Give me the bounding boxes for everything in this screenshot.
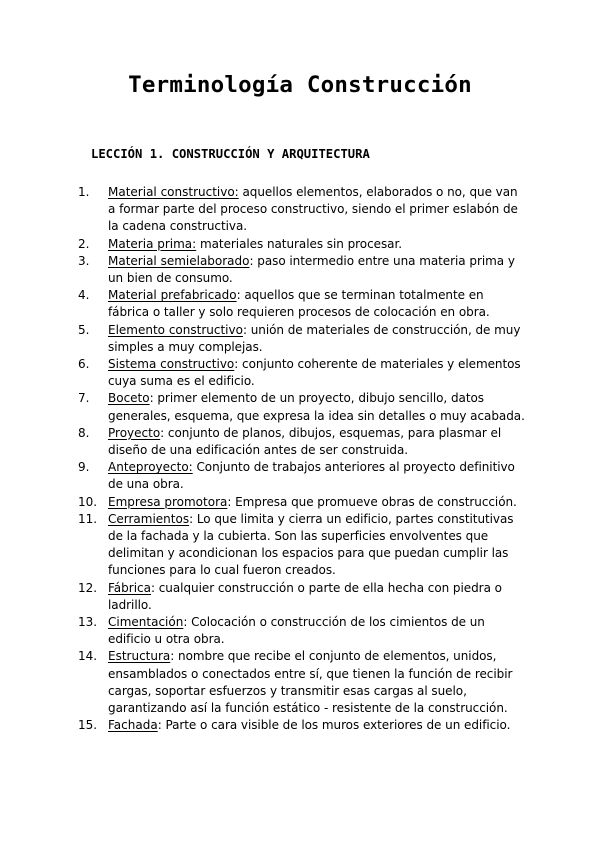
item-term: Material semielaborado	[108, 253, 250, 268]
item-number: 1.	[78, 185, 90, 199]
item-number: 13.	[78, 615, 98, 630]
item-definition: : Empresa que promueve obras de construcción.	[227, 494, 517, 509]
lesson-heading: LECCIÓN 1. CONSTRUCCIÓN Y ARQUITECTURA	[91, 147, 370, 161]
item-term: Anteproyecto:	[108, 460, 193, 475]
list-item	[0, 425, 528, 459]
document-title: Terminología Construcción	[128, 72, 472, 98]
item-definition: : primer elemento de un proyecto, dibujo sencillo, datos generales, esquema, que expresa la idea sin detalles o muy acabada.	[108, 391, 525, 423]
item-number: 14.	[78, 649, 98, 664]
item-number: 10.	[78, 494, 98, 509]
item-number: 7.	[78, 391, 90, 406]
item-term: Sistema constructivo	[108, 357, 235, 372]
list-item	[0, 580, 528, 614]
item-term: Fábrica	[108, 580, 151, 595]
item-number: 4.	[78, 288, 90, 303]
item-definition: : Colocación o construcción de los cimientos de un edificio u otra obra.	[108, 615, 485, 647]
item-definition: : conjunto coherente de materiales y elementos cuya suma es el edificio.	[108, 357, 521, 389]
item-number: 6.	[78, 357, 90, 372]
item-number: 15.	[78, 718, 98, 733]
item-number: 8.	[78, 425, 90, 440]
item-definition: Conjunto de trabajos anteriores al proyecto definitivo de una obra.	[108, 460, 515, 492]
list-item	[0, 717, 528, 734]
item-definition: : aquellos que se terminan totalmente en fábrica o taller y solo requieren procesos de colocación en obra.	[108, 288, 490, 320]
item-term: Material constructivo:	[108, 185, 239, 199]
item-term: Elemento constructivo	[108, 322, 243, 337]
list-item	[0, 184, 528, 236]
item-definition: : Lo que limita y cierra un edificio, partes constitutivas de la fachada y la cubierta. Son las superficies envolventes que delimitan y acondicionan los espacios para que puedan cumplir las funciones para lo cual fueron creados.	[108, 511, 514, 578]
list-item	[0, 356, 528, 390]
item-number: 9.	[78, 460, 90, 475]
list-item	[0, 459, 528, 493]
item-number: 5.	[78, 322, 90, 337]
item-definition: : conjunto de planos, dibujos, esquemas, para plasmar el diseño de una edificación antes de ser construida.	[108, 425, 502, 458]
item-number: 12.	[78, 580, 98, 595]
terminology-list	[0, 184, 600, 735]
list-item	[0, 236, 528, 253]
item-term: Boceto	[108, 391, 150, 406]
item-number: 2.	[78, 236, 90, 251]
item-term: Empresa promotora	[108, 494, 228, 509]
item-definition: materiales naturales sin procesar.	[196, 236, 403, 251]
item-definition: : cualquier construcción o parte de ella hecha con piedra o ladrillo.	[108, 580, 502, 612]
item-term: Cerramientos	[108, 511, 190, 526]
list-item	[0, 253, 528, 287]
item-number: 3.	[78, 253, 90, 268]
item-term: Cimentación	[108, 615, 184, 630]
list-item	[0, 648, 528, 717]
item-definition: aquellos elementos, elaborados o no, que van a formar parte del proceso constructivo, siendo el primer eslabón de la cadena constructiva.	[108, 185, 518, 234]
item-term: Proyecto	[108, 425, 161, 440]
list-item	[0, 614, 528, 648]
list-item	[0, 287, 528, 321]
item-definition: : nombre que recibe el conjunto de elementos, unidos, ensamblados o conectados entre sí, que tienen la función de recibir cargas, soportar esfuerzos y transmitir esas cargas al suelo, garantizando así la función estático - resistente de la construcción.	[108, 649, 513, 716]
list-item	[0, 322, 528, 356]
item-definition: : paso intermedio entre una materia prima y un bien de consumo.	[108, 253, 515, 286]
item-term: Fachada	[108, 718, 158, 733]
item-number: 11.	[78, 511, 98, 526]
item-term: Estructura	[108, 649, 171, 664]
item-term: Material prefabricado	[108, 288, 237, 303]
item-definition: : Parte o cara visible de los muros exteriores de un edificio.	[157, 718, 511, 733]
list-item	[0, 494, 528, 511]
list-item	[0, 511, 528, 580]
list-item	[0, 390, 528, 424]
item-definition: : unión de materiales de construcción, de muy simples a muy complejas.	[108, 322, 521, 354]
item-term: Materia prima:	[108, 236, 197, 251]
